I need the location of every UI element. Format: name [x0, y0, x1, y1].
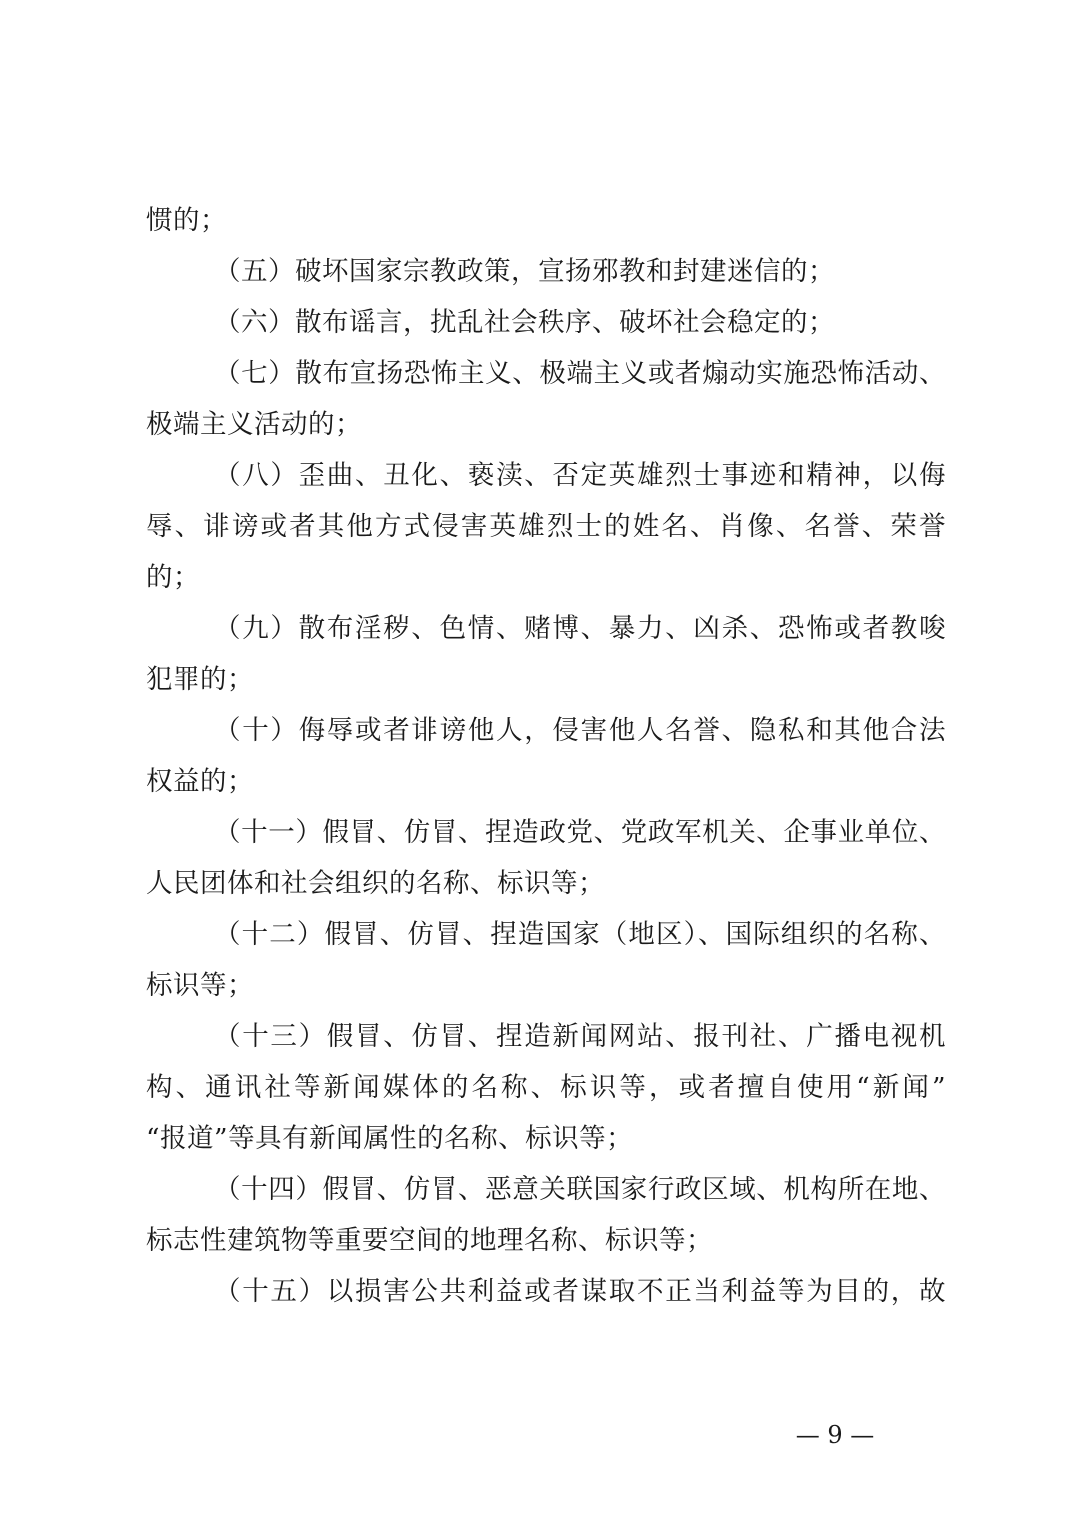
text-line: （十四）假冒、仿冒、恶意关联国家行政区域、机构所在地、: [214, 1174, 946, 1205]
text-line: 标志性建筑物等重要空间的地理名称、标识等；: [146, 1225, 713, 1256]
text-line: （八）歪曲、丑化、亵渎、否定英雄烈士事迹和精神，以侮: [214, 460, 946, 491]
page-number: — 9 —: [795, 1421, 875, 1449]
text-line: 构、通讯社等新闻媒体的名称、标识等，或者擅自使用“新闻”: [146, 1072, 946, 1103]
text-line: （五）破坏国家宗教政策，宣扬邪教和封建迷信的；: [214, 256, 835, 287]
text-line: 惯的；: [146, 205, 227, 236]
text-line: （十）侮辱或者诽谤他人，侵害他人名誉、隐私和其他合法: [214, 715, 946, 746]
text-line: 极端主义活动的；: [146, 409, 362, 440]
text-line: （十五）以损害公共利益或者谋取不正当利益等为目的，故: [214, 1276, 946, 1307]
text-line: 标识等；: [146, 970, 254, 1001]
text-line: （十二）假冒、仿冒、捏造国家（地区）、国际组织的名称、: [214, 919, 946, 950]
body-text: [146, 195, 946, 1317]
text-line: 权益的；: [146, 766, 254, 797]
text-line: “报道”等具有新闻属性的名称、标识等；: [146, 1123, 634, 1154]
text-line: 辱、诽谤或者其他方式侵害英雄烈士的姓名、肖像、名誉、荣誉: [146, 511, 946, 542]
text-line: （六）散布谣言，扰乱社会秩序、破坏社会稳定的；: [214, 307, 835, 338]
text-line: （十一）假冒、仿冒、捏造政党、党政军机关、企事业单位、: [214, 817, 946, 848]
text-line: （十三）假冒、仿冒、捏造新闻网站、报刊社、广播电视机: [214, 1021, 946, 1052]
text-line: 犯罪的；: [146, 664, 254, 695]
text-line: 的；: [146, 562, 200, 593]
text-line: （九）散布淫秽、色情、赌博、暴力、凶杀、恐怖或者教唆: [214, 613, 946, 644]
text-line: 人民团体和社会组织的名称、标识等；: [146, 868, 605, 899]
text-line: （七）散布宣扬恐怖主义、极端主义或者煽动实施恐怖活动、: [214, 358, 946, 389]
